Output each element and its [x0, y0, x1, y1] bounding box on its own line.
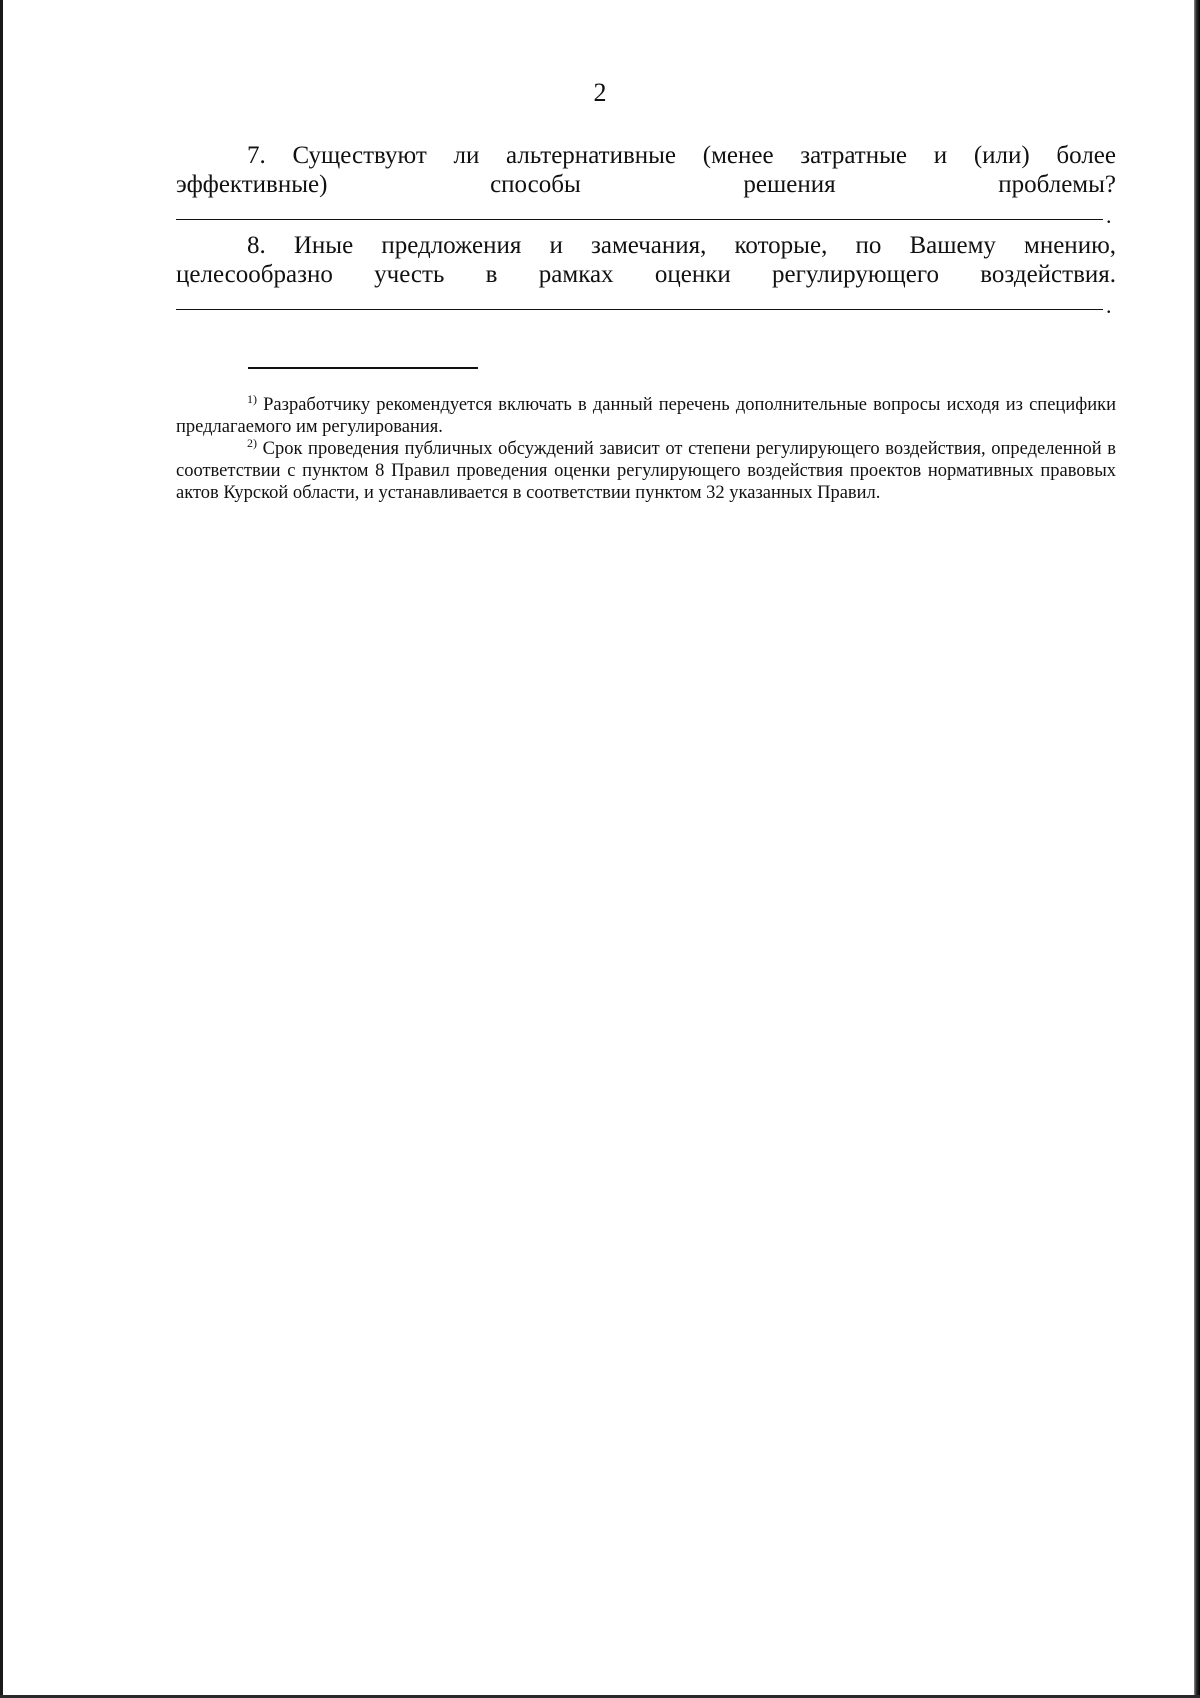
answer-line-8[interactable] — [176, 309, 1103, 310]
footnotes — [176, 391, 1116, 504]
question-8-text: 8. Иные предложения и замечания, которые, по Вашему мнению, целесообразно учесть в рамках оценки регулирующего воздействия. — [176, 232, 1116, 288]
footnote-marker: 2) — [247, 435, 257, 450]
scan-right-edge — [1194, 0, 1200, 1698]
footnote-separator — [248, 367, 478, 369]
footnote-1 — [176, 391, 1116, 438]
question-7-text: 7. Существуют ли альтернативные (менее затратные и (или) более эффективные) способы решения проблемы? — [176, 142, 1116, 198]
footnote-2 — [176, 435, 1116, 504]
footnote-marker: 1) — [247, 391, 257, 406]
page-number: 2 — [593, 78, 607, 107]
answer-field-7[interactable] — [176, 199, 1116, 228]
footnote-text: Разработчику рекомендуется включать в данный перечень дополнительные вопросы исходя из специфики предлагаемого им регулирования. — [176, 395, 1116, 437]
scan-left-edge — [0, 0, 3, 1698]
answer-line-7[interactable] — [176, 219, 1103, 220]
answer-field-8[interactable] — [176, 289, 1116, 318]
answer-end-mark: . — [1106, 203, 1112, 228]
question-text — [176, 141, 1116, 199]
question-text — [176, 231, 1116, 289]
footnote-text: Срок проведения публичных обсуждений зависит от степени регулирующего воздействия, определенной в соответствии с пунктом 8 Правил проведения оценки регулирующего воздействия проектов нормативных правовых актов Курской области, и устанавливается в соответствии пунктом 32 указанных Правил. — [176, 439, 1116, 503]
question-8 — [176, 231, 1116, 318]
answer-end-mark: . — [1106, 293, 1112, 318]
questionnaire-body — [176, 141, 1116, 321]
question-7 — [176, 141, 1116, 228]
